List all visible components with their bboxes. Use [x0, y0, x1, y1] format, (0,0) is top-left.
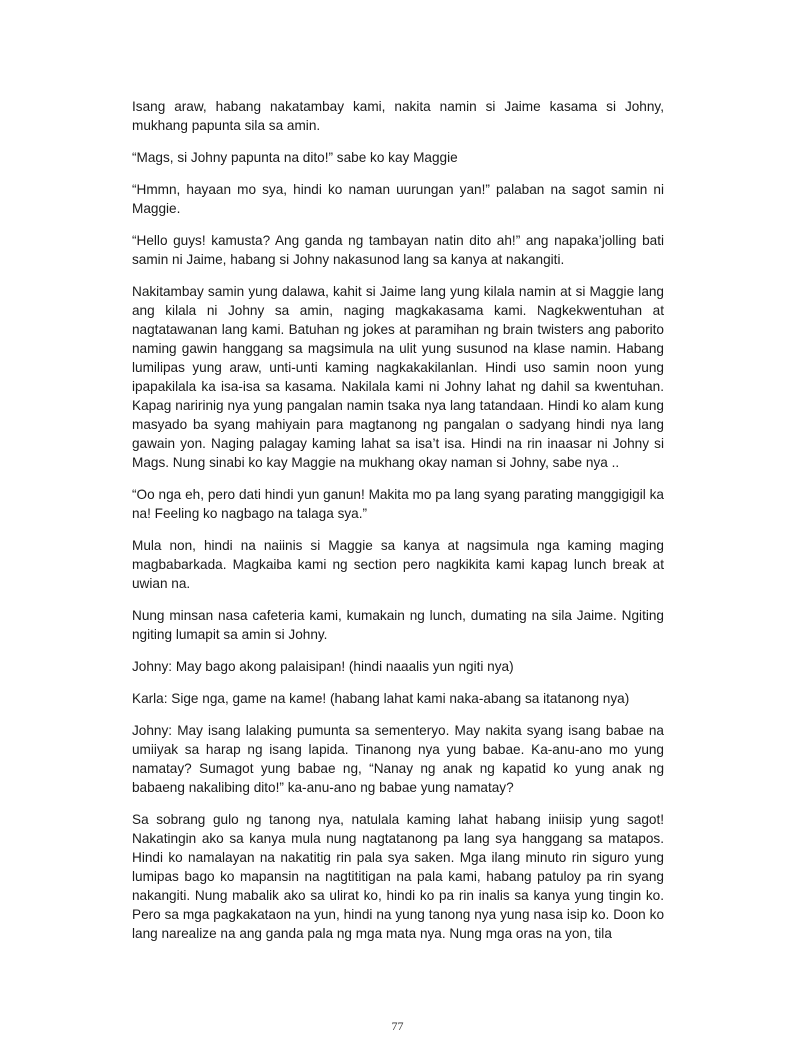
dialogue-line: Karla: Sige nga, game na kame! (habang lahat kami naka-abang sa itatanong nya) — [132, 691, 630, 706]
dialogue-line: Johny: May bago akong palaisipan! (hindi naaalis yun ngiti nya) — [132, 659, 514, 674]
paragraph: “Mags, si Johny papunta na dito!” sabe ko kay Maggie — [132, 150, 458, 165]
page-number: 77 — [391, 1019, 404, 1033]
paragraph: Nakitambay samin yung dalawa, kahit si Jaime lang yung kilala namin at si Maggie lang ang kilala ni Johny sa amin, naging magkakasama kami. Nagkekwentuhan at nagtatawanan lang kami. Batuhan ng jokes at paramihan ng brain twisters ang paborito naming gawin hanggang sa magsimula na ulit yung susunod na klase namin. Habang lumilipas yung araw, unti-unti kaming nagkakakilanlan. Hindi uso samin noon yung ipapakilala ka isa-isa sa kasama. Nakilala kami ni Johny lahat ng dahil sa kwentuhan. Kapag naririnig nya yung pangalan namin tsaka nya lang tatandaan. Hindi ko alam kung masyado ba syang mahiyain para magtanong ng pangalan o sadyang hindi nya lang gawain yon. Naging palagay kaming lahat sa isa’t isa. Hindi na rin inaasar ni Johny si Mags. Nung sinabi ko kay Maggie na mukhang okay naman si Johny, sabe nya .. — [132, 284, 664, 470]
dialogue-line: Johny: May isang lalaking pumunta sa sementeryo. May nakita syang isang babae na umiiyak sa harap ng isang lapida. Tinanong nya yung babae. Ka-anu-ano mo yung namatay? Sumagot yung babae ng, “Nanay ng anak ng kapatid ko yung anak ng babaeng nakalibing dito!” ka-anu-ano ng babae yung namatay? — [132, 723, 664, 795]
paragraph: “Hello guys! kamusta? Ang ganda ng tambayan natin dito ah!” ang napaka’jolling bati samin ni Jaime, habang si Johny nakasunod lang sa kanya at nakangiti. — [132, 233, 664, 267]
paragraph: Sa sobrang gulo ng tanong nya, natulala kaming lahat habang iniisip yung sagot! Nakatingin ako sa kanya mula nung nagtatanong pa lang sya hanggang sa matapos. Hindi ko namalayan na nakatitig rin pala sya saken. Mga ilang minuto rin siguro yung lumipas bago ko mapansin na nagtititigan na pala kami, habang patuloy pa rin syang nakangiti. Nung mabalik ako sa ulirat ko, hindi ko pa rin inalis sa kanya yung tingin ko. Pero sa mga pagkakataon na yun, hindi na yung tanong nya yung nasa isip ko. Doon ko lang narealize na ang ganda pala ng mga mata nya. Nung mga oras na yon, tila — [132, 812, 664, 941]
page-body — [132, 97, 664, 956]
paragraph: “Hmmn, hayaan mo sya, hindi ko naman uurungan yan!” palaban na sagot samin ni Maggie. — [132, 182, 664, 216]
paragraph: Nung minsan nasa cafeteria kami, kumakain ng lunch, dumating na sila Jaime. Ngiting ngiting lumapit sa amin si Johny. — [132, 608, 664, 642]
paragraph: Mula non, hindi na naiinis si Maggie sa kanya at nagsimula nga kaming maging magbabarkada. Magkaiba kami ng section pero nagkikita kami kapag lunch break at uwian na. — [132, 538, 664, 591]
paragraph: Isang araw, habang nakatambay kami, nakita namin si Jaime kasama si Johny, mukhang papunta sila sa amin. — [132, 99, 664, 133]
paragraph: “Oo nga eh, pero dati hindi yun ganun! Makita mo pa lang syang parating manggigigil ka na! Feeling ko nagbago na talaga sya.” — [132, 487, 664, 521]
